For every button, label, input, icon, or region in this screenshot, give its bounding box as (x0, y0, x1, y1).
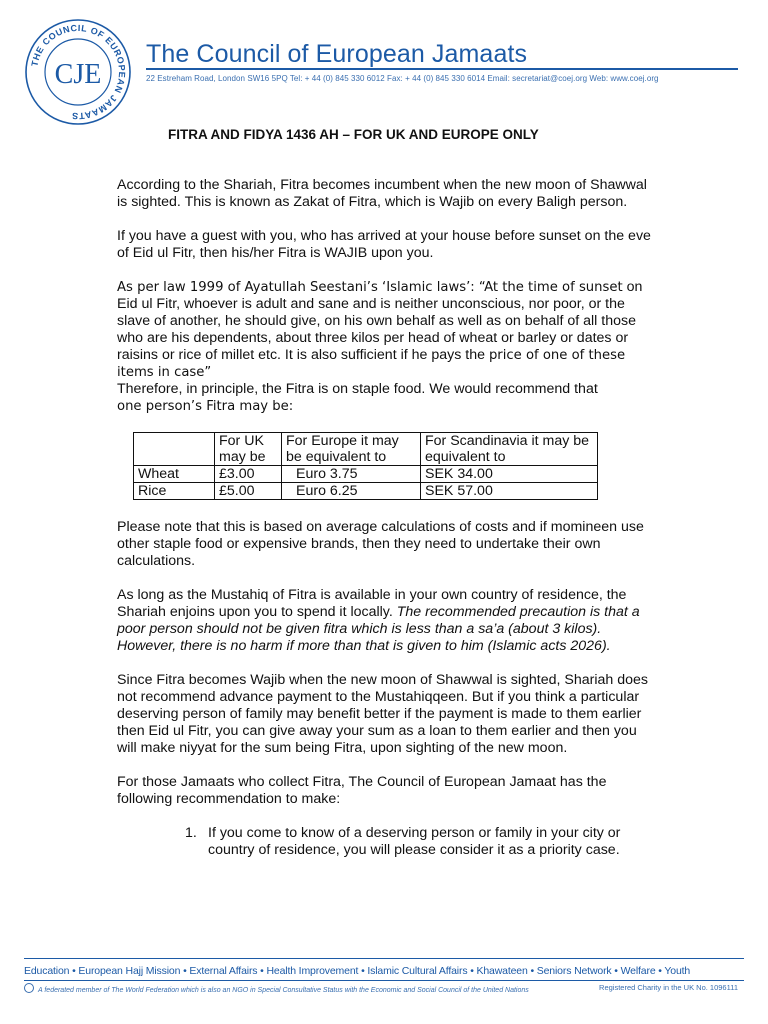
organization-name: The Council of European Jamaats (146, 40, 528, 68)
table-header-cell (134, 433, 215, 466)
footer-federation-note: A federated member of The World Federation which is also an NGO in Special Consultative Status with the Economic and Social Council of the United Nations (24, 983, 529, 994)
paragraph-mustahiq: As long as the Mustahiq of Fitra is available in your own country of residence, the Shariah enjoins upon you to spend it locally. The recommended precaution is that a poor person should not be given fitra which is less than a sa’a (about 3 kilos). However, there is no harm if more than that is given to him (Islamic acts 2026). (117, 587, 640, 654)
paragraph-recommendation: Therefore, in principle, the Fitra is on staple food. We would recommend that one person’s Fitra may be: (117, 381, 598, 414)
fitra-rates-table (133, 432, 598, 500)
document-body (117, 177, 652, 859)
paragraph-fitra-incumbent: According to the Shariah, Fitra becomes incumbent when the new moon of Shawwal is sighted. This is known as Zakat of Fitra, which is Wajib on every Baligh person. (117, 177, 647, 210)
table-cell: Euro 3.75 (282, 466, 421, 483)
table-header-cell: For UK may be (215, 433, 282, 466)
organization-contact: 22 Estreham Road, London SW16 5PQ Tel: + 44 (0) 845 330 6012 Fax: + 44 (0) 845 330 6014 Email: secretariat@coej.org Web: www.coej.org (146, 74, 659, 83)
recommendation-list (117, 825, 652, 859)
header-rule (146, 68, 738, 70)
paragraph-seestani-law: As per law 1999 of Ayatullah Seestani’s ‘Islamic laws’: “At the time of sunset on Eid ul Fitr, whoever is adult and sane and is neither unconscious, nor poor, or the slave of another, he should give, on his own behalf as well as on behalf of all those who are his dependents, about three kilos per head of wheat or barley or dates or raisins or rice of millet etc. It is also sufficient if he pays the price of one of these items in case” (117, 279, 643, 380)
footer-charity-number: Registered Charity in the UK No. 1096111 (599, 983, 738, 992)
list-item: 1. If you come to know of a deserving person or family in your city or country of residence, you will please consider it as a priority case. (185, 825, 621, 858)
table-cell: SEK 34.00 (421, 466, 598, 483)
table-header-cell: For Scandinavia it may be equivalent to (421, 433, 598, 466)
footer-departments: Education • European Hajj Mission • External Affairs • Health Improvement • Islamic Cultural Affairs • Khawateen • Seniors Network • Welfare • Youth (24, 965, 691, 977)
seal-monogram: CJE (54, 59, 102, 90)
table-cell: £5.00 (215, 483, 282, 500)
paragraph-guest: If you have a guest with you, who has arrived at your house before sunset on the eve of Eid ul Fitr, then his/her Fitra is WAJIB upon you. (117, 228, 651, 261)
table-header-row (134, 433, 598, 466)
council-seal-logo (24, 18, 132, 126)
paragraph-average-calculations: Please note that this is based on average calculations of costs and if momineen use other staple food or expensive brands, then they need to undertake their own calculations. (117, 519, 644, 569)
table-cell: Euro 6.25 (282, 483, 421, 500)
document-title: FITRA AND FIDYA 1436 AH – FOR UK AND EUROPE ONLY (168, 127, 539, 142)
table-cell: £3.00 (215, 466, 282, 483)
table-header-cell: For Europe it may be equivalent to (282, 433, 421, 466)
paragraph-jamaats: For those Jamaats who collect Fitra, The Council of European Jamaat has the following recommendation to make: (117, 774, 607, 807)
footer-rule (24, 958, 744, 959)
svg-text:THE COUNCIL OF EUROPEAN JAMAAT: THE COUNCIL OF EUROPEAN JAMAATS (29, 22, 128, 122)
federation-icon (24, 983, 34, 993)
table-row (134, 466, 598, 483)
table-cell: Wheat (134, 466, 215, 483)
table-cell: Rice (134, 483, 215, 500)
paragraph-advance-payment: Since Fitra becomes Wajib when the new moon of Shawwal is sighted, Shariah does not recommend advance payment to the Mustahiqqeen. But if you think a particular deserving person of family may benefit better if the payment is made to them earlier then Eid ul Fitr, you can give away your sum as a loan to them earlier and then you will make niyyat for the sum being Fitra, upon sighting of the new moon. (117, 672, 648, 756)
footer-rule (24, 980, 744, 981)
table-cell: SEK 57.00 (421, 483, 598, 500)
table-row (134, 483, 598, 500)
